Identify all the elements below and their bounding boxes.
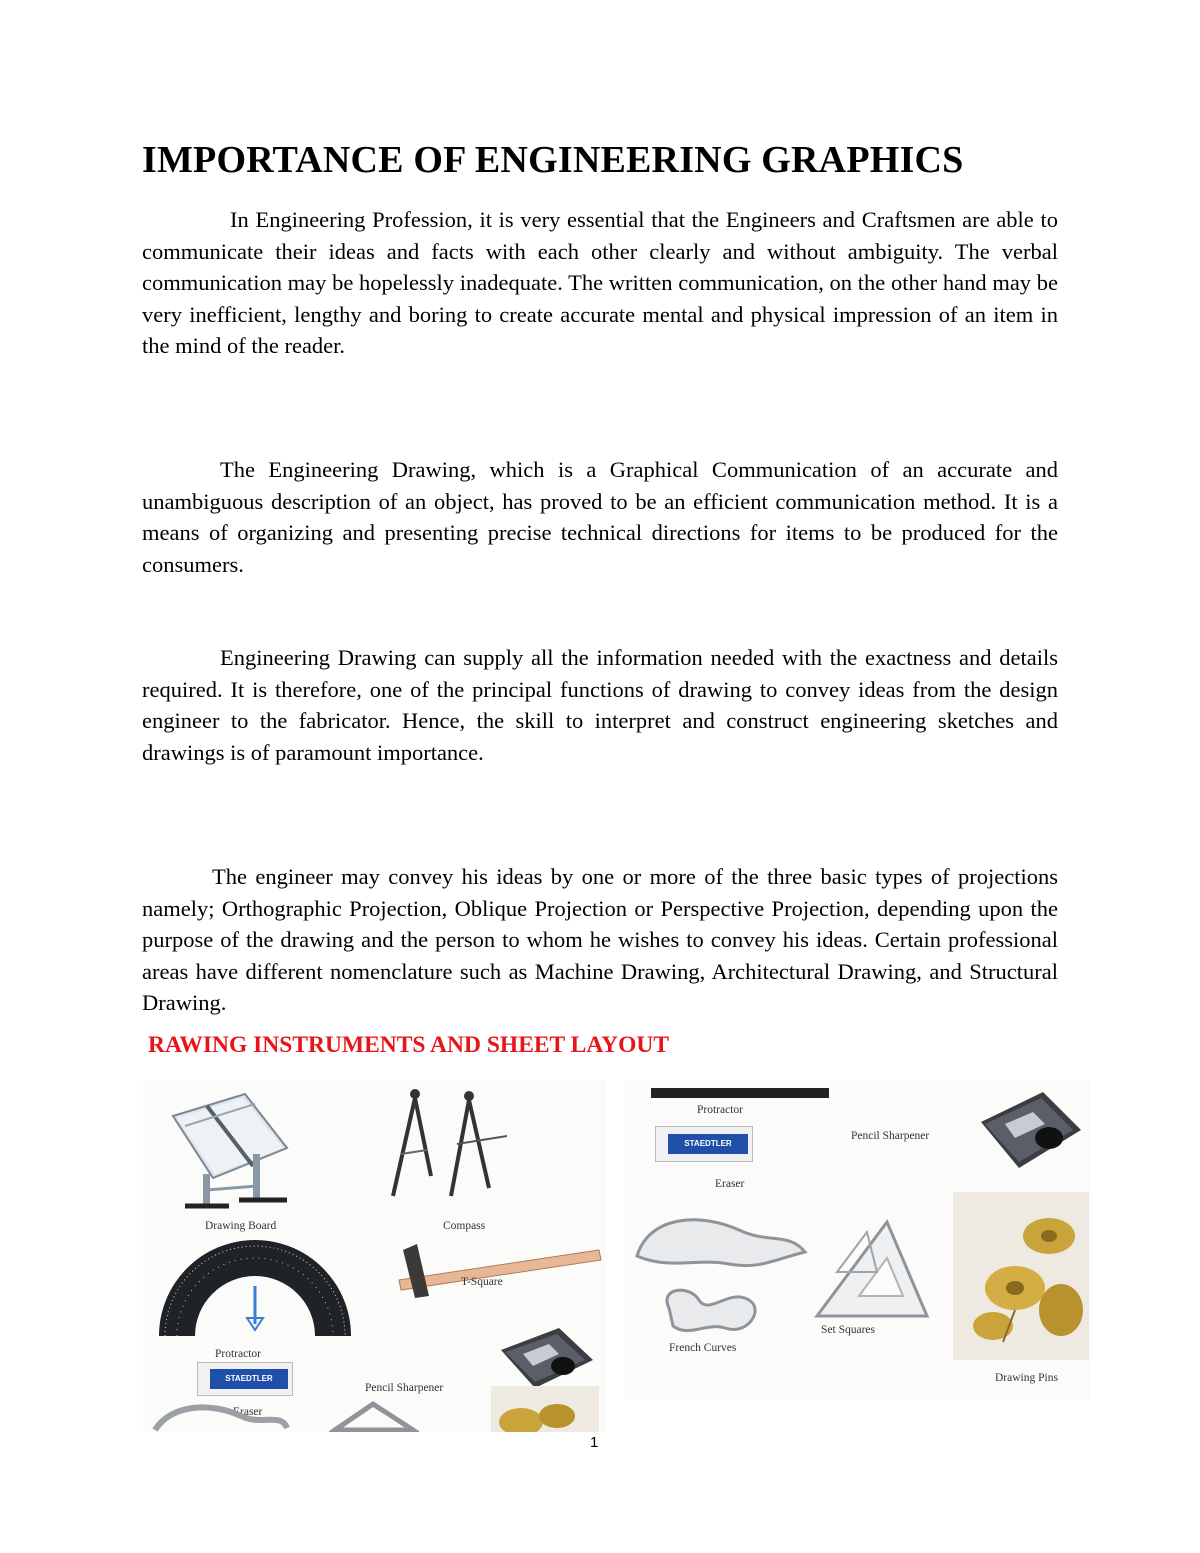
- set-square-image-partial: [329, 1400, 419, 1432]
- set-squares-image: [807, 1212, 937, 1330]
- protractor-image: [155, 1232, 355, 1344]
- page-title: IMPORTANCE OF ENGINEERING GRAPHICS: [142, 139, 964, 181]
- caption-set-squares: Set Squares: [821, 1324, 875, 1336]
- pencil-sharpener-image-right: [971, 1084, 1085, 1182]
- eraser-brand-label: STAEDTLER: [210, 1369, 288, 1389]
- paragraph-4: The engineer may convey his ideas by one or more of the three basic types of projections namely; Orthographic Projection, Oblique Projection or Perspective Projection, depending upon the purpose of the drawing and the person to whom he wishes to convey his ideas. Certain professional areas have different nomenclature such as Machine Drawing, Architectural Drawing, and Structural Drawing.: [142, 864, 1058, 1015]
- caption-drawing-pins: Drawing Pins: [995, 1372, 1058, 1384]
- page-number: 1: [590, 1434, 599, 1451]
- eraser-image: [197, 1362, 293, 1396]
- eraser-brand-label-right: STAEDTLER: [668, 1134, 748, 1154]
- french-curves-image: [629, 1208, 809, 1356]
- paragraph-2: The Engineering Drawing, which is a Graphical Communication of an accurate and unambiguous description of an object, has proved to be an efficient communication method. It is a means of organizing and presenting precise technical directions for items to be produced for the consumers.: [142, 457, 1058, 577]
- caption-protractor: Protractor: [215, 1348, 261, 1360]
- drawing-pins-image-partial: [491, 1386, 599, 1432]
- instruments-figure-left: [143, 1080, 606, 1432]
- paragraph-1: In Engineering Profession, it is very essential that the Engineers and Craftsmen are able to communicate their ideas and facts with each other clearly and without ambiguity. The verbal communication may be hopelessly inadequate. The written communication, on the other hand may be very inefficient, lengthy and boring to create accurate mental and physical impression of an item in the mind of the reader.: [142, 207, 1058, 358]
- instruments-figure-right: [625, 1080, 1090, 1400]
- drawing-board-image: [155, 1086, 295, 1214]
- compass-image: [375, 1084, 515, 1216]
- caption-french-curves: French Curves: [669, 1342, 737, 1354]
- eraser-image-right: [655, 1126, 753, 1162]
- caption-protractor-right: Protractor: [697, 1104, 743, 1116]
- caption-eraser-right: Eraser: [715, 1178, 745, 1190]
- caption-pencil-sharpener-right: Pencil Sharpener: [851, 1130, 930, 1142]
- caption-drawing-board: Drawing Board: [205, 1220, 277, 1232]
- caption-t-square: T-Square: [461, 1276, 503, 1288]
- caption-eraser: Eraser: [233, 1406, 263, 1418]
- caption-pencil-sharpener: Pencil Sharpener: [365, 1382, 444, 1394]
- drawing-pins-image: [953, 1192, 1089, 1360]
- protractor-bar-image: [651, 1088, 829, 1098]
- section-heading: RAWING INSTRUMENTS AND SHEET LAYOUT: [148, 1032, 670, 1058]
- french-curve-image-partial: [151, 1402, 291, 1432]
- paragraph-3: Engineering Drawing can supply all the information needed with the exactness and details required. It is therefore, one of the principal functions of drawing to convey ideas from the design engineer to the fabricator. Hence, the skill to interpret and construct engineering sketches and drawings is of paramount importance.: [142, 645, 1058, 765]
- caption-compass: Compass: [443, 1220, 486, 1232]
- t-square-image: [389, 1240, 609, 1300]
